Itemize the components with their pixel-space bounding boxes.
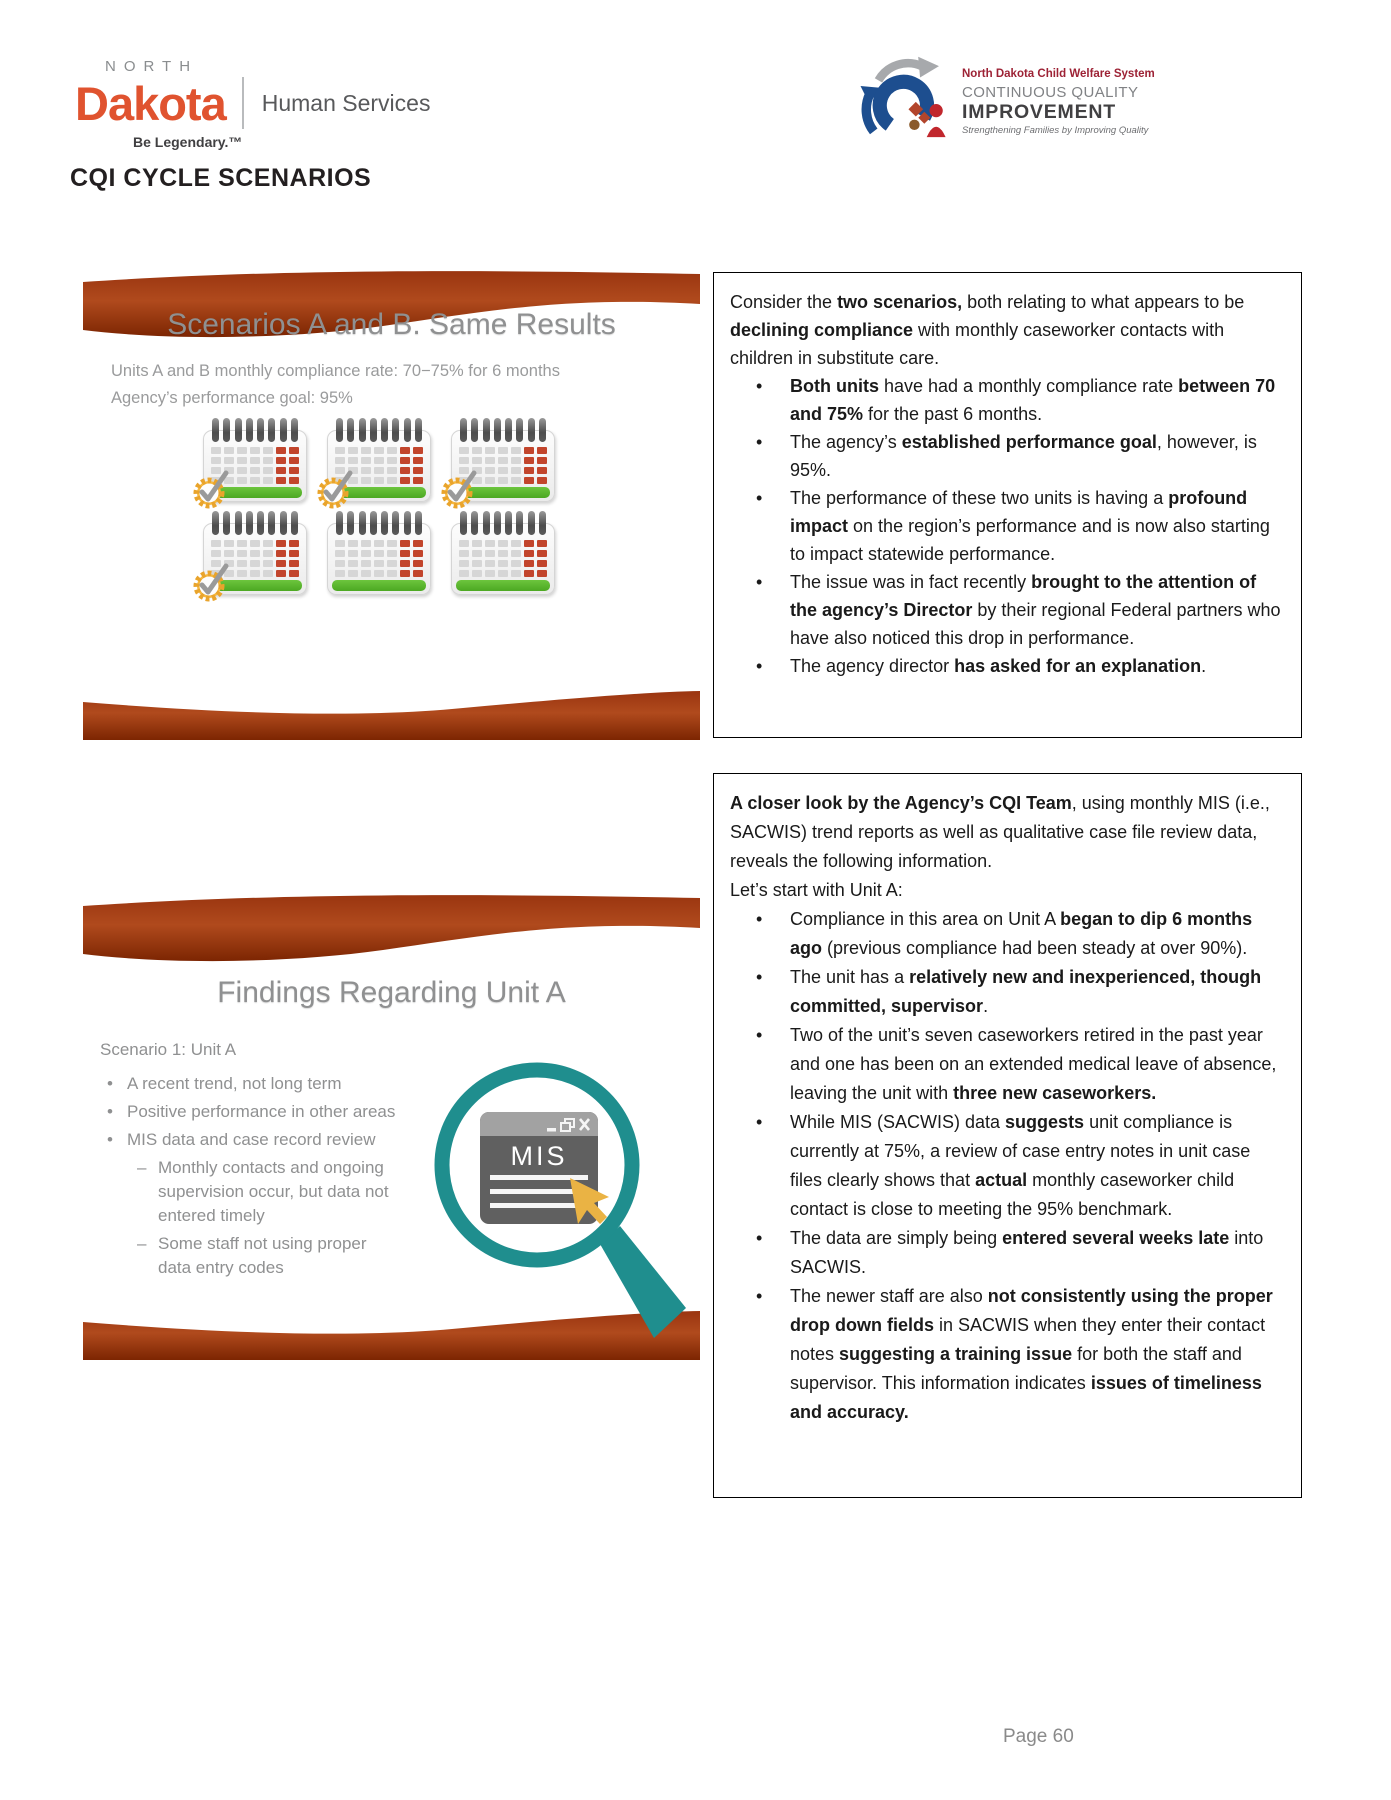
bullet-item: • Two of the unit’s seven caseworkers retired in the past year and one has been on an extended medical leave of absence, leaving the unit with three new caseworkers. bbox=[730, 1021, 1281, 1108]
bullet-item: • The agency director has asked for an explanation. bbox=[730, 652, 1281, 680]
slide-body-line: Units A and B monthly compliance rate: 70−75% for 6 months bbox=[111, 362, 560, 380]
page-number: Page 60 bbox=[1003, 1726, 1074, 1747]
cqi-logo bbox=[852, 52, 1172, 156]
cqi-logo-tagline: Strengthening Families by Improving Quality bbox=[962, 124, 1149, 136]
logo-north-text: NORTH bbox=[105, 58, 199, 75]
bullet-item: • The issue was in fact recently brought to the attention of the agency’s Director by their regional Federal partners who have also noticed this drop in performance. bbox=[730, 568, 1281, 652]
calendar-row bbox=[203, 418, 555, 502]
binder-rings bbox=[212, 418, 298, 442]
slide-bullet-item bbox=[100, 1072, 445, 1096]
bullet-item: • Compliance in this area on Unit A began to dip 6 months ago (previous compliance had been steady at over 90%). bbox=[730, 905, 1281, 963]
slide-header-wave bbox=[83, 892, 700, 972]
bullet-marker: • bbox=[756, 1228, 763, 1248]
checkmark-badge-icon bbox=[314, 461, 362, 511]
restore-icon bbox=[561, 1123, 570, 1131]
logo-dakota-text: Dakota bbox=[75, 76, 226, 130]
paragraph: Consider the two scenarios, both relating to what appears to be declining compliance with monthly caseworker contacts with children in substitute care. bbox=[730, 292, 1245, 368]
calendar-complete-bar bbox=[456, 580, 550, 591]
bullet-item: • While MIS (SACWIS) data suggests unit compliance is currently at 75%, a review of case entry notes in unit case files clearly shows that actual monthly caseworker child contact is close to meeting the 95% benchmark. bbox=[730, 1108, 1281, 1224]
bullet-marker: • bbox=[756, 376, 763, 396]
checkmark-badge-icon bbox=[190, 554, 238, 604]
bullet-marker: • bbox=[756, 572, 763, 592]
bullet-item: • The data are simply being entered several weeks late into SACWIS. bbox=[730, 1224, 1281, 1282]
bullet-marker: • bbox=[107, 1074, 113, 1093]
slide-bullet-item bbox=[100, 1100, 445, 1124]
bullet-marker: • bbox=[107, 1130, 113, 1149]
calendar-complete-bar bbox=[332, 580, 426, 591]
calendar-day-grid bbox=[335, 540, 423, 577]
bullet-marker: • bbox=[756, 909, 763, 929]
slide-title: Scenarios A and B. Same Results bbox=[167, 308, 616, 341]
cqi-logo-line2: CONTINUOUS QUALITY bbox=[962, 84, 1139, 102]
calendar-icon bbox=[203, 418, 307, 502]
magnifier-handle bbox=[600, 1226, 686, 1338]
north-dakota-logo bbox=[75, 58, 430, 150]
logo-tagline: Be Legendary.™ bbox=[133, 134, 243, 150]
checkmark-badge-icon bbox=[438, 461, 486, 511]
bullet-marker: • bbox=[756, 1112, 763, 1132]
slide-subtitle: Scenario 1: Unit A bbox=[100, 1040, 237, 1059]
minimize-icon bbox=[547, 1128, 556, 1132]
scenario-overview-box bbox=[713, 272, 1302, 738]
bullet-marker: • bbox=[756, 488, 763, 508]
binder-rings bbox=[336, 511, 422, 535]
slide-bullet-text: A recent trend, not long term bbox=[127, 1074, 342, 1093]
calendar-row bbox=[203, 511, 555, 595]
binder-rings bbox=[460, 511, 546, 535]
bullet-marker: – bbox=[137, 1234, 147, 1253]
slide-scenarios-thumbnail bbox=[83, 268, 700, 740]
slide-bullet-item bbox=[100, 1128, 445, 1152]
calendar-icon bbox=[451, 511, 555, 595]
slide-bullet-text: MIS data and case record review bbox=[127, 1130, 376, 1149]
bullet-marker: • bbox=[107, 1102, 113, 1121]
bullet-marker: • bbox=[756, 967, 763, 987]
calendar-icon bbox=[451, 418, 555, 502]
slide-bullet-text: Positive performance in other areas bbox=[127, 1102, 396, 1121]
bullet-item: • The unit has a relatively new and inexperienced, though committed, supervisor. bbox=[730, 963, 1281, 1021]
cqi-findings-box bbox=[713, 773, 1302, 1498]
bullet-item: • The newer staff are also not consistently using the proper drop down fields in SACWIS when they enter their contact notes suggesting a training issue for both the staff and supervisor. This information indicates issues of timeliness and accuracy. bbox=[730, 1282, 1281, 1427]
mis-window-magnifier-icon bbox=[432, 1060, 692, 1360]
paragraph: Let’s start with Unit A: bbox=[730, 880, 903, 900]
bullet-marker: • bbox=[756, 432, 763, 452]
binder-rings bbox=[460, 418, 546, 442]
bullet-item: • Both units have had a monthly compliance rate between 70 and 75% for the past 6 months. bbox=[730, 372, 1281, 428]
logo-department-text: Human Services bbox=[261, 89, 431, 116]
slide-title: Findings Regarding Unit A bbox=[217, 976, 566, 1009]
mis-label: MIS bbox=[510, 1141, 568, 1171]
binder-rings bbox=[212, 511, 298, 535]
logo-divider bbox=[242, 77, 244, 129]
binder-rings bbox=[336, 418, 422, 442]
slide-bullet-text: Some staff not using proper data entry codes bbox=[158, 1234, 367, 1277]
calendar-icon bbox=[327, 511, 431, 595]
bullet-item: • The agency’s established performance goal, however, is 95%. bbox=[730, 428, 1281, 484]
bullet-marker: • bbox=[756, 656, 763, 676]
slide-bullet-list bbox=[100, 1072, 445, 1284]
slide-body-line: Agency’s performance goal: 95% bbox=[111, 389, 353, 407]
checkmark-badge-icon bbox=[190, 461, 238, 511]
slide-findings-thumbnail bbox=[83, 880, 700, 1360]
calendar-icon bbox=[327, 418, 431, 502]
slide-bullet-text: Monthly contacts and ongoing supervision occur, but data not entered timely bbox=[158, 1158, 389, 1225]
slide-footer-wave bbox=[83, 684, 700, 740]
bullet-marker: • bbox=[756, 1286, 763, 1306]
page-title: CQI CYCLE SCENARIOS bbox=[70, 164, 372, 192]
cqi-emblem-icon bbox=[852, 52, 956, 156]
cqi-logo-line1: North Dakota Child Welfare System bbox=[962, 68, 1155, 80]
calendar-day-grid bbox=[459, 540, 547, 577]
bullet-marker: – bbox=[137, 1158, 147, 1177]
cqi-logo-line3: IMPROVEMENT bbox=[962, 101, 1116, 124]
bullet-marker: • bbox=[756, 1025, 763, 1045]
slide-bullet-item bbox=[100, 1156, 403, 1228]
calendar-icon bbox=[203, 511, 307, 595]
slide-bullet-item bbox=[100, 1232, 403, 1280]
paragraph: A closer look by the Agency’s CQI Team, using monthly MIS (i.e., SACWIS) trend reports as well as qualitative case file review data, reveals the following information. bbox=[730, 793, 1270, 871]
bullet-item: • The performance of these two units is having a profound impact on the region’s performance and is now also starting to impact statewide performance. bbox=[730, 484, 1281, 568]
